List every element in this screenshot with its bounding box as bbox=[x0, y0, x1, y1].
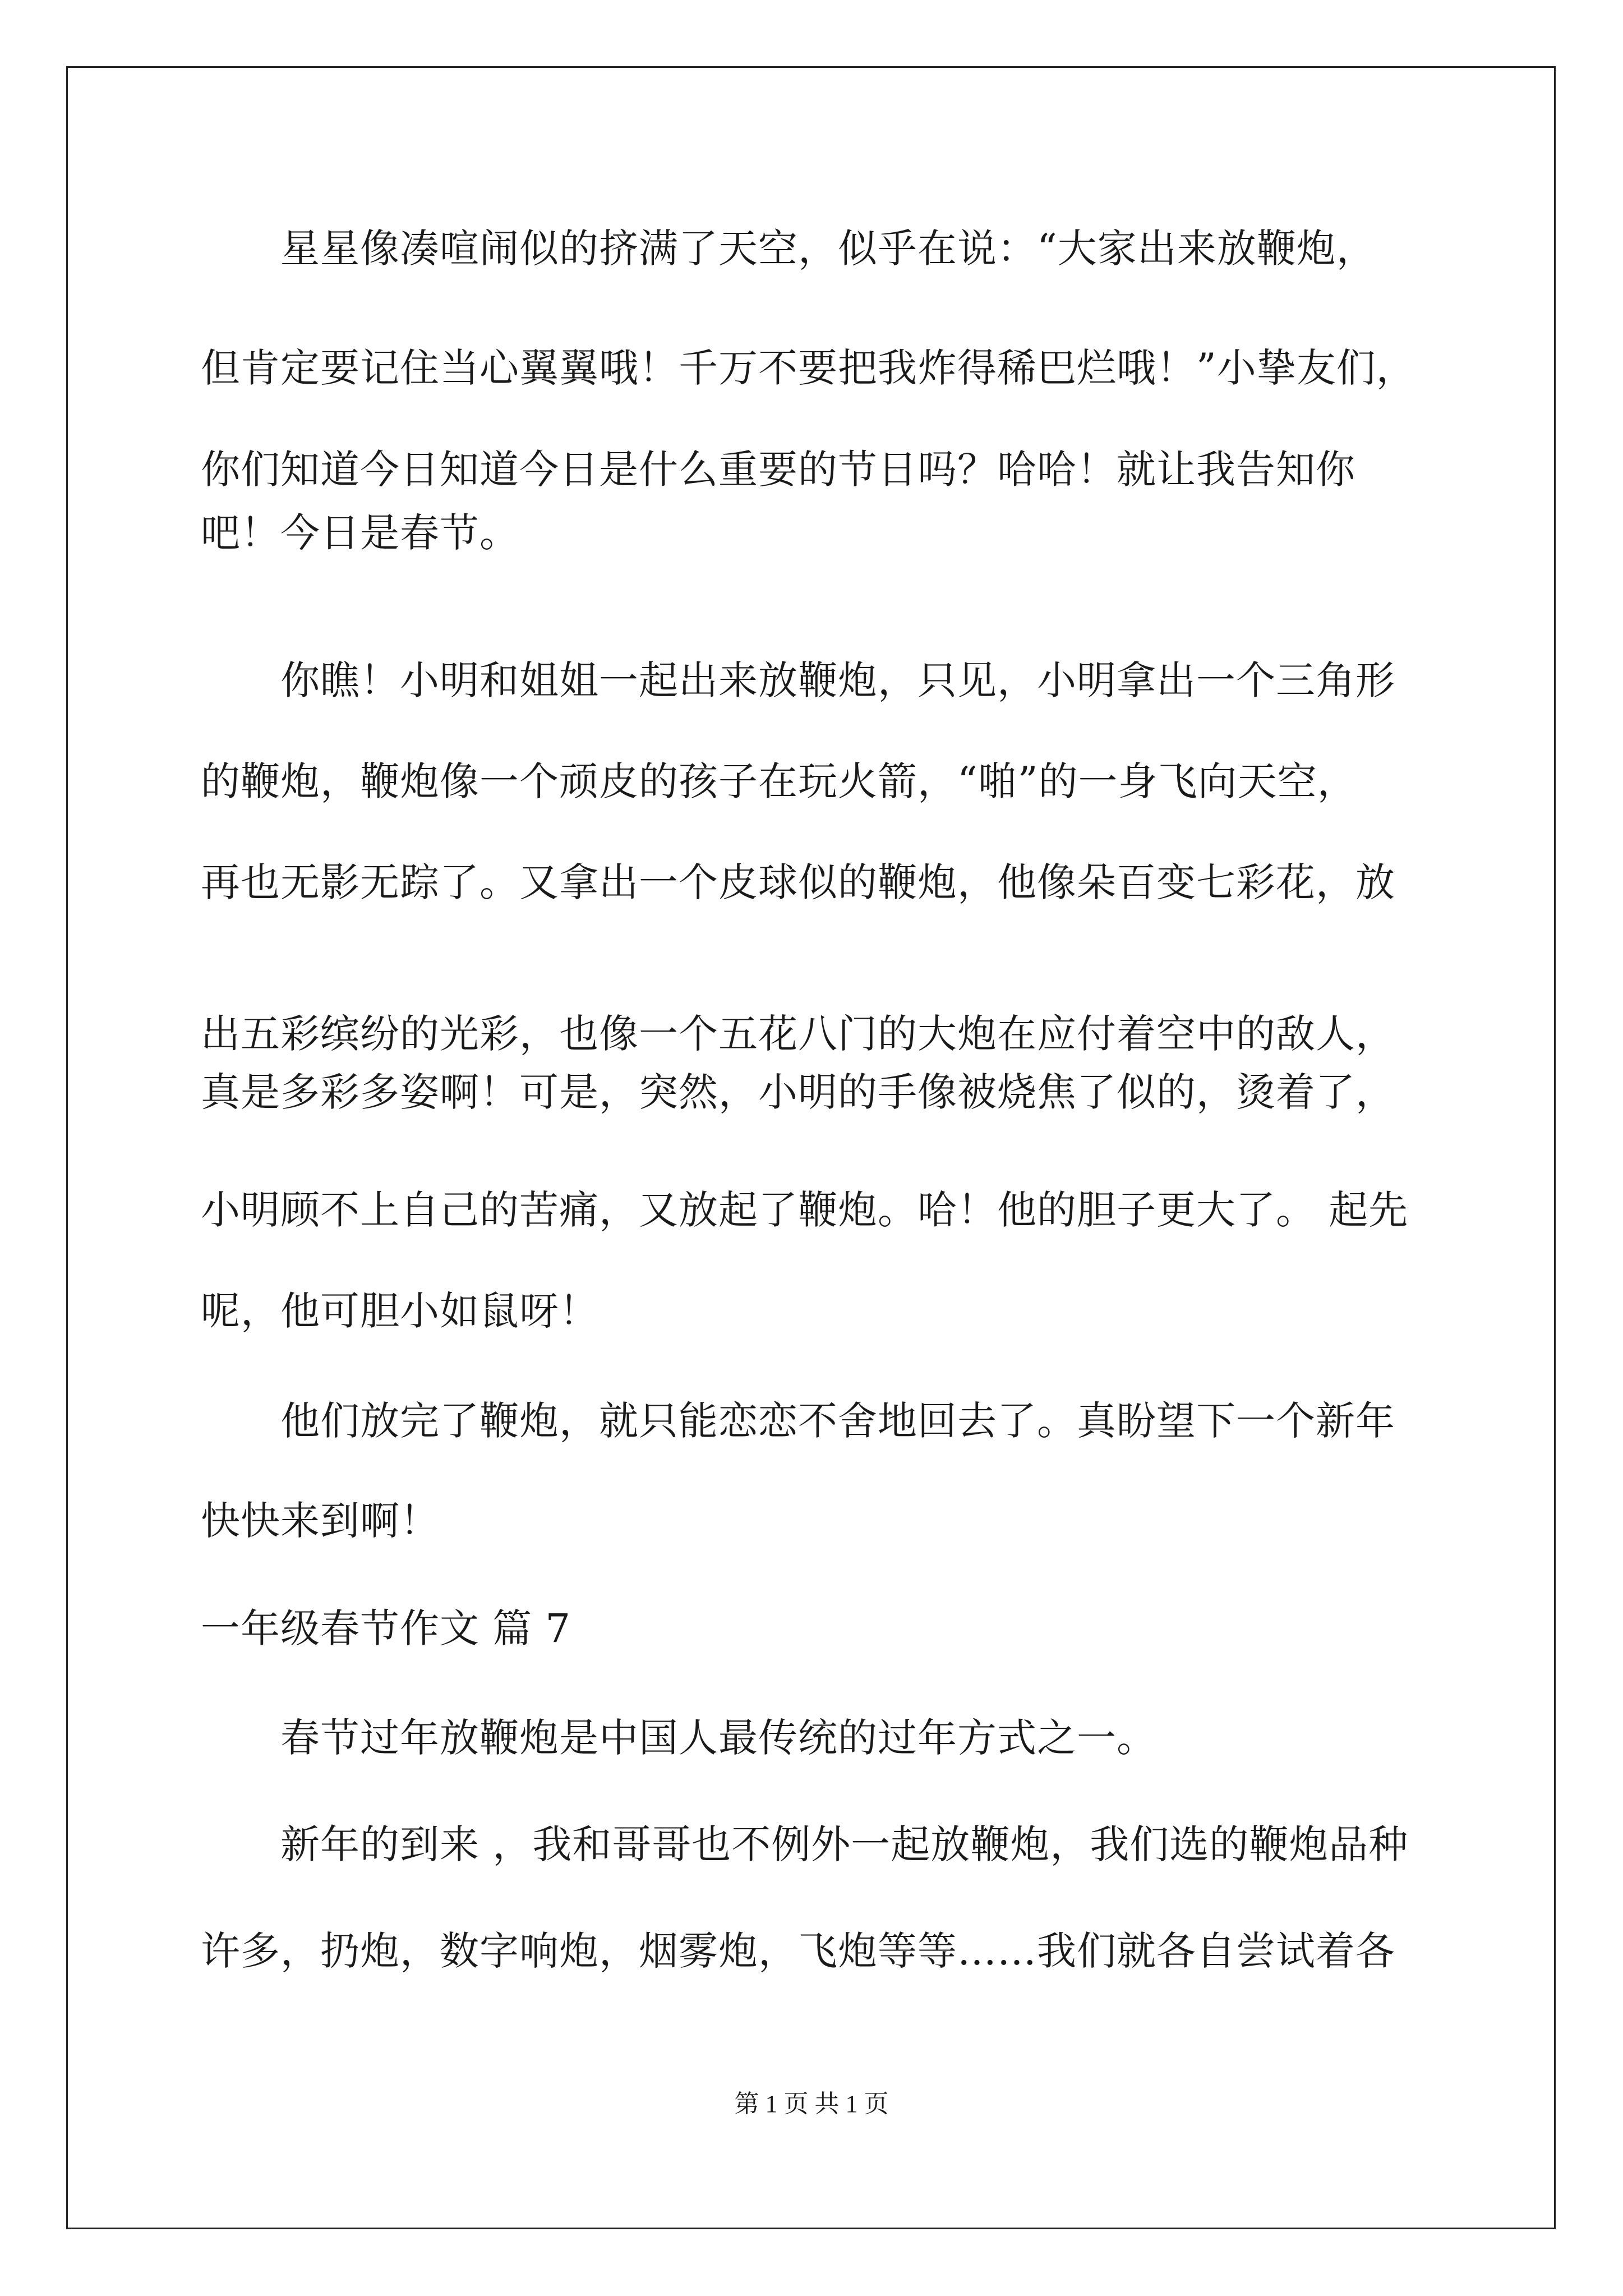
paragraph-line: 快快来到啊！ bbox=[201, 1498, 440, 1544]
paragraph-line: 的鞭炮，鞭炮像一个顽皮的孩子在玩火箭，“啪”的一身飞向天空， bbox=[201, 758, 1357, 804]
paragraph-line: 小明顾不上自己的苦痛，又放起了鞭炮。哈！他的胆子更大了。 起先 bbox=[201, 1187, 1409, 1233]
paragraph-line: 他们放完了鞭炮，就只能恋恋不舍地回去了。真盼望下一个新年 bbox=[280, 1398, 1395, 1444]
paragraph-line: 出五彩缤纷的光彩，也像一个五花八门的大炮在应付着空中的敌人， bbox=[201, 1011, 1395, 1057]
page-footer: 第 1 页 共 1 页 bbox=[734, 2090, 889, 2118]
paragraph-line: 你瞧！小明和姐姐一起出来放鞭炮，只见，小明拿出一个三角形 bbox=[280, 657, 1395, 703]
paragraph-line: 真是多彩多姿啊！可是，突然，小明的手像被烧焦了似的，烫着了， bbox=[201, 1069, 1395, 1115]
paragraph-line: 许多，扔炮，数字响炮，烟雾炮，飞炮等等……我们就各自尝试着各 bbox=[201, 1928, 1395, 1974]
paragraph-line: 呢，他可胆小如鼠呀！ bbox=[201, 1288, 599, 1334]
paragraph-line: 星星像凑喧闹似的挤满了天空，似乎在说：“大家出来放鞭炮， bbox=[280, 226, 1376, 272]
section-heading: 一年级春节作文 篇 7 bbox=[201, 1605, 571, 1651]
paragraph-line: 吧！今日是春节。 bbox=[201, 510, 519, 556]
paragraph-line: 你们知道今日知道今日是什么重要的节日吗？哈哈！就让我告知你 bbox=[201, 447, 1355, 493]
paragraph-line: 再也无影无踪了。又拿出一个皮球似的鞭炮，他像朵百变七彩花，放 bbox=[201, 859, 1395, 905]
paragraph-line: 但肯定要记住当心翼翼哦！千万不要把我炸得稀巴烂哦！”小挚友们， bbox=[201, 345, 1416, 391]
paragraph-line: 新年的到来 ，我和哥哥也不例外一起放鞭炮，我们选的鞭炮品种 bbox=[280, 1821, 1409, 1867]
paragraph-line: 春节过年放鞭炮是中国人最传统的过年方式之一。 bbox=[280, 1715, 1156, 1761]
